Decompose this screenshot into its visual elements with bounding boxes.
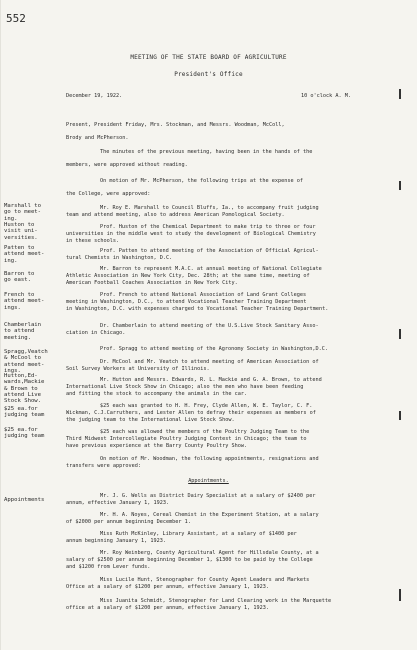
margin-note-marshall: Marshall to go to meet- ing.	[4, 203, 42, 222]
trip-barron-line-2: Athletic Association in New York City, Dec. 28th; at the same time, meeting of	[66, 273, 310, 279]
margin-note-patten: Patten to attend meet- ing.	[4, 245, 45, 264]
margin-ink-mark	[399, 329, 401, 339]
trip-chamberlain-line-1: Dr. Chamberlain to attend meeting of the U.S.Live Stock Sanitary Asso-	[100, 323, 319, 329]
margin-note-huston: Huston to visit uni- versities.	[4, 222, 38, 241]
minutes-line-2: members, were approved without reading.	[66, 162, 188, 168]
motion-intro-line-1: On motion of Mr. McPherson, the following trips at the expense of	[100, 178, 304, 184]
trip-patten-line-1: Prof. Patten to attend meeting of the Association of Official Agricul-	[100, 248, 319, 254]
present-line-1: Present, President Friday, Mrs. Stockman, and Messrs. Woodman, McColl,	[66, 122, 285, 128]
appointment-hunt-line-1: Miss Lucile Hunt, Stenographer for County Agent Leaders and Markets	[100, 577, 310, 583]
trip-spragg-line-2: Dr. McCool and Mr. Veatch to attend meeting of American Association of	[100, 359, 319, 365]
appointments-intro-line-1: On motion of Mr. Woodman, the following appointments, resignations and	[100, 456, 319, 462]
meeting-title: MEETING OF THE STATE BOARD OF AGRICULTURE	[130, 54, 287, 61]
trip-huston-line-1: Prof. Huston of the Chemical Department to make trip to three or four	[100, 224, 316, 230]
appointment-noyes-line-2: of $2000 per annum beginning December 1.	[66, 519, 191, 525]
meeting-time: 10 o'clock A. M.	[301, 93, 351, 99]
trip-french-line-1: Prof. French to attend National Association of Land Grant Colleges	[100, 292, 307, 298]
trip-judging-1-line-2: Wickman, C.J.Carruthers, and Lester Allen to defray their expenses as members of	[66, 410, 316, 416]
trip-barron-line-3: American Football Coaches Association in New York City.	[66, 280, 238, 286]
minutes-line-1: The minutes of the previous meeting, having been in the hands of the	[100, 149, 313, 155]
margin-note-judging-team-1: $25 ea.for judging team	[4, 406, 45, 419]
appointment-hunt-line-2: Office at a salary of $1200 per annum, effective January 1, 1923.	[66, 584, 270, 590]
appointment-wells-line-2: annum, effective January 1, 1923.	[66, 500, 170, 506]
meeting-date: December 19, 1922.	[66, 93, 123, 99]
margin-note-french: French to attend meet- ings.	[4, 292, 45, 311]
trip-marshall-line-1: Mr. Roy E. Marshall to Council Bluffs, Ia., to accompany fruit judging	[100, 205, 319, 211]
trip-barron-line-1: Mr. Barron to represent M.A.C. at annual meeting of National Collegiate	[100, 266, 322, 272]
appointment-schmidt-line-2: office at a salary of $1200 per annum, effective January 1, 1923.	[66, 605, 270, 611]
trip-spragg-line-3: Soil Survey Workers at University of Illinois.	[66, 366, 210, 372]
appointments-heading: Appointments.	[188, 478, 229, 484]
trip-judging-2-line-3: have previous experience at the Barry County Poultry Show.	[66, 443, 248, 449]
appointment-weinberg-line-1: Mr. Roy Weinberg, County Agricultural Agent for Hillsdale County, at a	[100, 550, 319, 556]
trip-hutton-line-2: International Live Stock Show in Chicago; also the men who have been feeding	[66, 384, 304, 390]
appointment-schmidt-line-1: Miss Juanita Schmidt, Stenographer for Land Clearing work in the Marquette	[100, 598, 332, 604]
margin-note-chamberlain: Chamberlain to attend meeting.	[4, 322, 42, 341]
appointment-mckinley-line-1: Miss Ruth McKinley, Library Assistant, at a salary of $1400 per	[100, 531, 297, 537]
meeting-subtitle: President's Office	[174, 71, 243, 78]
margin-note-hutton: Hutton,Ed- wards,Mackie & Brown to attend Live Stock Show.	[4, 373, 45, 405]
trip-hutton-line-3: and fitting the stock to accompany the animals in the car.	[66, 391, 248, 397]
margin-note-barron: Barron to go east.	[4, 271, 35, 284]
appointment-noyes-line-1: Mr. H. A. Noyes, Cereal Chemist in the Experiment Station, at a salary	[100, 512, 319, 518]
page-edge	[0, 0, 1, 650]
trip-judging-1-line-3: the judging team to the International Live Stock Show.	[66, 417, 235, 423]
margin-ink-mark	[399, 411, 401, 420]
page-number: 552	[6, 12, 26, 25]
trip-chamberlain-line-2: ciation in Chicago.	[66, 330, 126, 336]
margin-note-appointments: Appointments	[4, 497, 45, 503]
trip-judging-2-line-1: $25 each was allowed the members of the Poultry Judging Team to the	[100, 429, 310, 435]
margin-ink-mark	[399, 589, 401, 601]
margin-ink-mark	[399, 181, 401, 190]
appointment-mckinley-line-2: annum beginning January 1, 1923.	[66, 538, 166, 544]
appointment-weinberg-line-3: and $1200 from Lever funds.	[66, 564, 151, 570]
trip-marshall-line-2: team and attend meeting, also to address American Pomological Society.	[66, 212, 285, 218]
present-line-2: Brody and McPherson.	[66, 135, 129, 141]
trip-spragg-line-1: Prof. Spragg to attend meeting of the Agronomy Society in Washington,D.C.	[100, 346, 328, 352]
margin-note-judging-team-2: $25 ea.for judging team	[4, 427, 45, 440]
trip-patten-line-2: tural Chemists in Washington, D.C.	[66, 255, 173, 261]
appointments-intro-line-2: transfers were approved:	[66, 463, 141, 469]
trip-french-line-2: meeting in Washington, D.C., to attend Vocational Teacher Training Department	[66, 299, 307, 305]
trip-hutton-line-1: Mr. Hutton and Messrs. Edwards, R. L. Mackie and G. A. Brown, to attend	[100, 377, 322, 383]
trip-judging-2-line-2: Third Midwest Intercollegiate Poultry Judging Contest in Chicago; the team to	[66, 436, 307, 442]
appointment-wells-line-1: Mr. J. G. Wells as District Dairy Specialist at a salary of $2400 per	[100, 493, 316, 499]
margin-ink-mark	[399, 89, 401, 99]
margin-note-spragg: Spragg,Veatch & McCool to attend meet- ings.	[4, 349, 48, 374]
trip-french-line-3: in Washington, D.C. with expenses charged to Vocational Teacher Training Department.	[66, 306, 329, 312]
motion-intro-line-2: the College, were approved:	[66, 191, 151, 197]
trip-huston-line-3: in these schools.	[66, 238, 120, 244]
trip-huston-line-2: universities in the middle west to study the development of Biological Chemistry	[66, 231, 316, 237]
trip-judging-1-line-1: $25 each was granted to H. H. Frey, Clyde Allen, W. E. Taylor, C. F.	[100, 403, 313, 409]
appointment-weinberg-line-2: salary of $2500 per annum beginning December 1, $1300 to be paid by the College	[66, 557, 313, 563]
